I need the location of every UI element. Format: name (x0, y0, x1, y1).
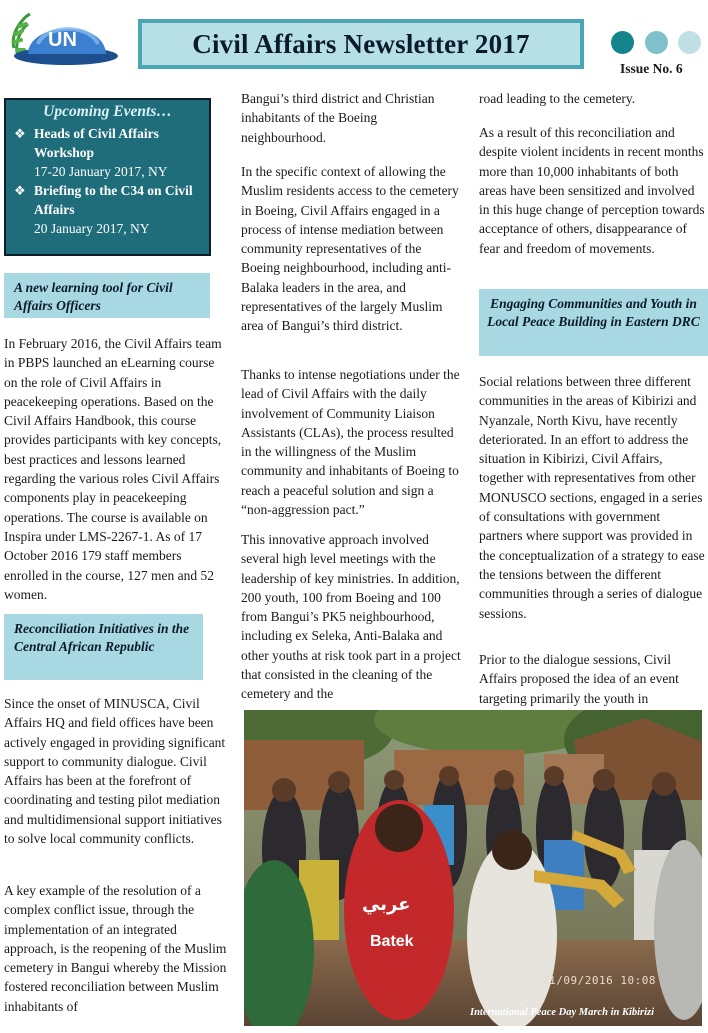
photo-caption: International Peace Day March in Kibirizi (470, 1007, 655, 1018)
shirt-text-arabic: عربي (362, 894, 411, 915)
issue-number: Issue No. 6 (620, 61, 683, 76)
peace-day-march-photo (244, 710, 702, 1026)
newsletter-title-box (138, 19, 584, 69)
car-paragraph-4: In the specific context of allowing the Muslim residents access to the cemetery in Boeing, Civil Affairs engaged in a process of intense mediation between community representatives of the Boeing neighbourhood, including anti-Balaka leaders in the area, and representatives of the largely Muslim area of Bangui’s third district. (241, 164, 459, 334)
car-paragraph-2: A key example of the resolution of a complex conflict issue, through the implementation of an integrated approach, is the reopening of the Muslim cemetery in Bangui whereby the Mission fostered reconciliation between Muslim inhabitants of (4, 883, 227, 1014)
decorative-dot-dark (611, 31, 634, 54)
car-paragraph-3: Bangui’s third district and Christian inhabitants of the Boeing neighbourhood. (241, 91, 435, 145)
car-paragraph-6: This innovative approach involved several high level meetings with the leadership of key ministries. In addition, 200 youth, 100 from Boeing and 100 from Bangui’s PK5 neighbourhood, including ex Seleka, Anti-Balaka and other youths at risk took part in a project that consisted in the cleaning of the cemetery and the (241, 532, 461, 702)
upcoming-events-box (4, 98, 211, 256)
event-name: Briefing to the C34 on Civil Affairs (34, 183, 193, 217)
car-paragraph-5: Thanks to intense negotiations under the lead of Civil Affairs with the daily involvement of Community Liaison Assistants (CLAs), the process resulted in the willingness of the Muslim community and inhabitants of Boeing to reach a peaceful solution and sign a “non-aggression pact.” (241, 367, 460, 518)
upcoming-events-title: Upcoming Events… (43, 103, 172, 120)
event-name: Heads of Civil Affairs Workshop (34, 126, 159, 160)
learning-tool-paragraph: In February 2016, the Civil Affairs team in PBPS launched an eLearning course on the role of Civil Affairs in peacekeeping operations. Based on the Civil Affairs Handbook, this course provides participants with key concepts, best practices and lessons learned regarding the various roles Civil Affairs components play in peacekeeping operations. The course is available on Inspira under LMS-2267-1. As of 17 October 2016 179 staff members enrolled in the course, 127 men and 52 women. (4, 336, 222, 602)
event-date: 20 January 2017, NY (34, 221, 150, 236)
section-heading-drc-youth: Engaging Communities and Youth in Local Peace Building in Eastern DRC (479, 289, 708, 356)
shirt-text-latin: Batek (370, 933, 414, 950)
drc-paragraph-1: Social relations between three different communities in the areas of Kibirizi and Nyanzale, North Kivu, have recently deteriorated. In an effort to address the situation in Kibirizi, Civil Affairs, together with representatives from other MONUSCO sections, engaged in a series of consultations with government partners where support was provided in the conceptualization of a strategy to ease the tensions between the different communities through a series of dialogue sessions. (479, 374, 705, 621)
diamond-bullet-icon: ❖ (14, 183, 26, 198)
car-paragraph-8: As a result of this reconciliation and despite violent incidents in recent months more than 10,000 inhabitants of both areas have been sensitized and involved in this huge change of perception towards acceptance of others, disappearance of fear and freedom of movements. (479, 125, 705, 256)
photo-timestamp: 21/09/2016 10:08 (542, 974, 656, 987)
car-paragraph-1: Since the onset of MINUSCA, Civil Affairs HQ and field offices have been actively engaged in providing significant support to community dialogue. Civil Affairs has been at the forefront of coordinating and testing pilot mediation and multidimensional support initiatives to solve local community conflicts. (4, 696, 226, 847)
event-item (12, 181, 203, 238)
decorative-dot-light (678, 31, 701, 54)
car-paragraph-7: road leading to the cemetery. (479, 91, 636, 106)
section-heading-car-reconciliation: Reconciliation Initiatives in the Central African Republic (4, 614, 203, 680)
un-helmet-logo (8, 4, 120, 76)
section-heading-learning-tool: A new learning tool for Civil Affairs Officers (4, 273, 210, 318)
event-item (12, 124, 203, 181)
drc-paragraph-2: Prior to the dialogue sessions, Civil Affairs proposed the idea of an event targeting primarily the youth in (479, 652, 679, 706)
event-date: 17-20 January 2017, NY (34, 164, 168, 179)
logo-text: UN (48, 29, 77, 51)
newsletter-title: Civil Affairs Newsletter 2017 (192, 28, 530, 59)
decorative-dot-mid (645, 31, 668, 54)
diamond-bullet-icon: ❖ (14, 126, 26, 141)
